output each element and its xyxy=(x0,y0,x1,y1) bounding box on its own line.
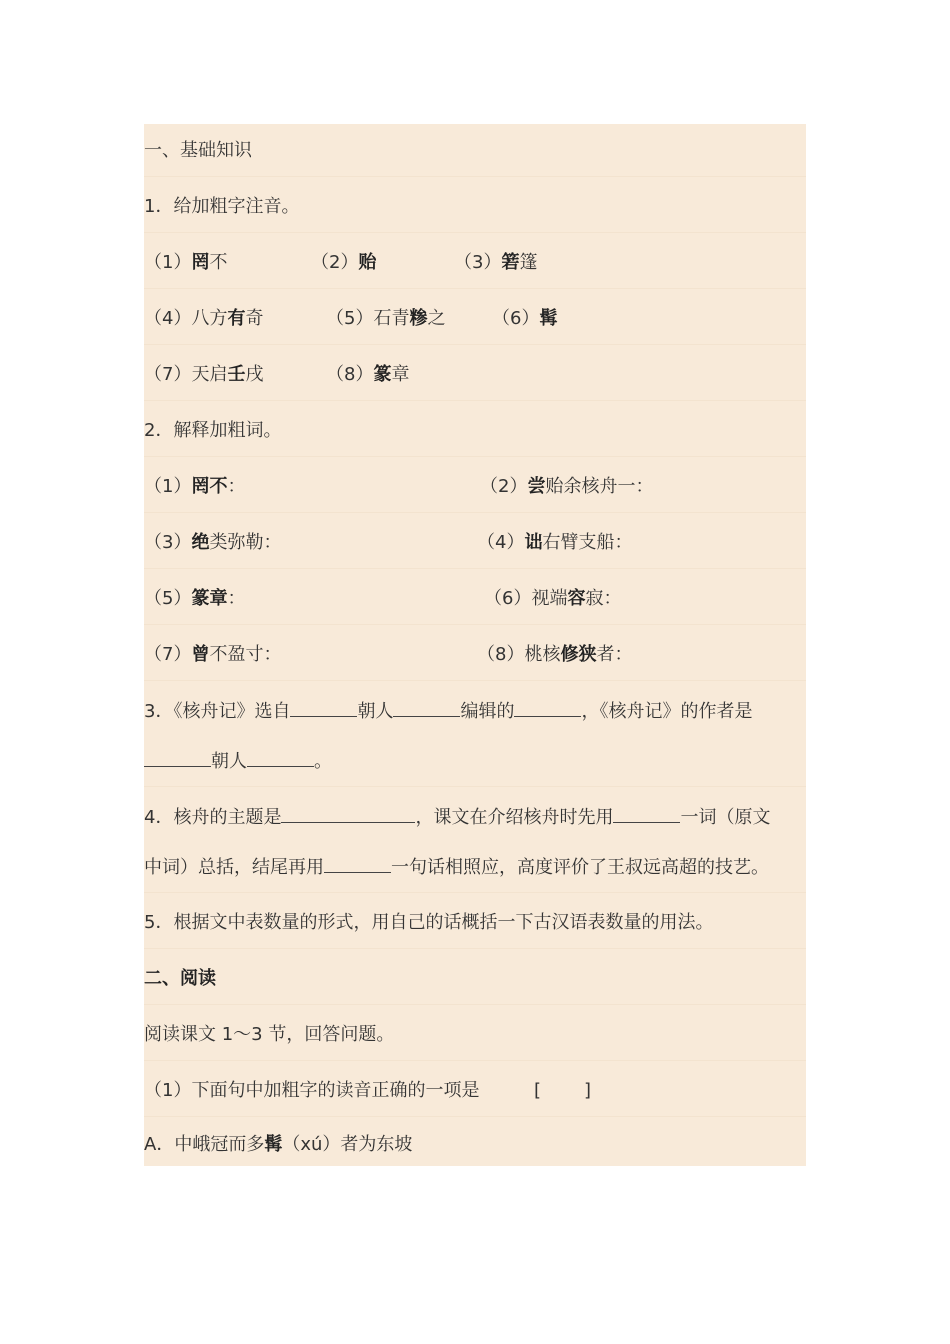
row-divider xyxy=(144,344,806,345)
q1-item-6: （6）髯 xyxy=(492,308,558,329)
q2-item-1: （1）罔不： xyxy=(144,476,246,497)
row-divider xyxy=(144,568,806,569)
q2-item-2: （2）尝贻余核舟一： xyxy=(480,476,654,497)
q2-item-3: （3）绝类弥勒： xyxy=(144,532,282,553)
answer-blank[interactable] xyxy=(247,748,314,767)
answer-bracket-open: [ xyxy=(534,1080,542,1101)
answer-blank[interactable] xyxy=(281,804,415,823)
answer-blank[interactable] xyxy=(290,698,357,717)
q2-item-4: （4）诎右臂支船： xyxy=(477,532,633,553)
question-4-line-1: 4．核舟的主题是 ，课文在介绍核舟时先用 一词（原文 xyxy=(144,804,770,831)
q1-item-3: （3）箬篷 xyxy=(454,252,538,273)
q1-item-7: （7）天启壬戌 xyxy=(144,364,264,385)
row-divider xyxy=(144,400,806,401)
q2-item-6: （6）视端容寂： xyxy=(484,588,622,609)
row-divider xyxy=(144,786,806,787)
q2-item-7: （7）曾不盈寸： xyxy=(144,644,282,665)
answer-blank[interactable] xyxy=(613,804,680,823)
row-divider xyxy=(144,680,806,681)
q1-item-2: （2）贻 xyxy=(311,252,377,273)
question-2-stem: 2．解释加粗词。 xyxy=(144,420,282,441)
question-4-line-2: 中词）总括，结尾再用 一句话相照应，高度评价了王叔远高超的技艺。 xyxy=(144,854,769,881)
answer-blank[interactable] xyxy=(144,748,211,767)
row-divider xyxy=(144,456,806,457)
answer-blank[interactable] xyxy=(514,698,581,717)
row-divider xyxy=(144,948,806,949)
q1-item-8: （8）篆章 xyxy=(326,364,410,385)
row-divider xyxy=(144,288,806,289)
reading-option-a: A．中峨冠而多髯（xú）者为东坡 xyxy=(144,1134,413,1155)
row-divider xyxy=(144,512,806,513)
question-5: 5．根据文中表数量的形式，用自己的话概括一下古汉语表数量的用法。 xyxy=(144,912,714,933)
reading-intro: 阅读课文 1～3 节，回答问题。 xyxy=(144,1024,395,1045)
section-title-basics: 一、基础知识 xyxy=(144,140,252,161)
row-divider xyxy=(144,892,806,893)
question-3-line-1: 3．《核舟记》选自 朝人 编辑的 ，《核舟记》的作者是 xyxy=(144,698,752,725)
answer-bracket-close: ] xyxy=(584,1080,592,1101)
row-divider xyxy=(144,624,806,625)
row-divider xyxy=(144,1060,806,1061)
worksheet-panel: 一、基础知识 1．给加粗字注音。 （1）罔不 （2）贻 （3）箬篷 （4）八方有奇 （5）石青糁之 （6）髯 （7）天启壬戌 （8）篆章 2．解释加粗词。 （1）罔不： （2）尝贻余核舟一： （3）绝类弥勒： （4）诎右臂支船： （5）篆章： （6）视端容寂： （7）曾不盈寸： （8）桃核修狭者： 3．《核舟记》选自 朝人 编辑的 ，《核舟记》的作者是 朝人 。 4．核舟的主题是 ，课文在介绍核舟时先用 一词（原文 中词）总括，结尾再用 一句话相照应，高度评价了王叔远高超的技艺。 5．根据文中表数量的形式，用自己的话概括一下古汉语表数量的用法。 二、阅读 阅读课文 1～3 节，回答问题。 （1）下面句中加粗字的读音正确的一项是 [ ] A．中峨冠而多髯（xú）者为东坡 xyxy=(144,124,806,1166)
section-title-reading: 二、阅读 xyxy=(144,968,216,989)
q1-item-1: （1）罔不 xyxy=(144,252,228,273)
row-divider xyxy=(144,1116,806,1117)
row-divider xyxy=(144,232,806,233)
question-3-line-2: 朝人 。 xyxy=(144,748,332,775)
q2-item-5: （5）篆章： xyxy=(144,588,246,609)
answer-blank[interactable] xyxy=(324,854,391,873)
q1-item-4: （4）八方有奇 xyxy=(144,308,264,329)
row-divider xyxy=(144,1004,806,1005)
q2-item-8: （8）桃核修狭者： xyxy=(477,644,633,665)
answer-blank[interactable] xyxy=(393,698,460,717)
question-1-stem: 1．给加粗字注音。 xyxy=(144,196,300,217)
row-divider xyxy=(144,176,806,177)
q1-item-5: （5）石青糁之 xyxy=(326,308,446,329)
